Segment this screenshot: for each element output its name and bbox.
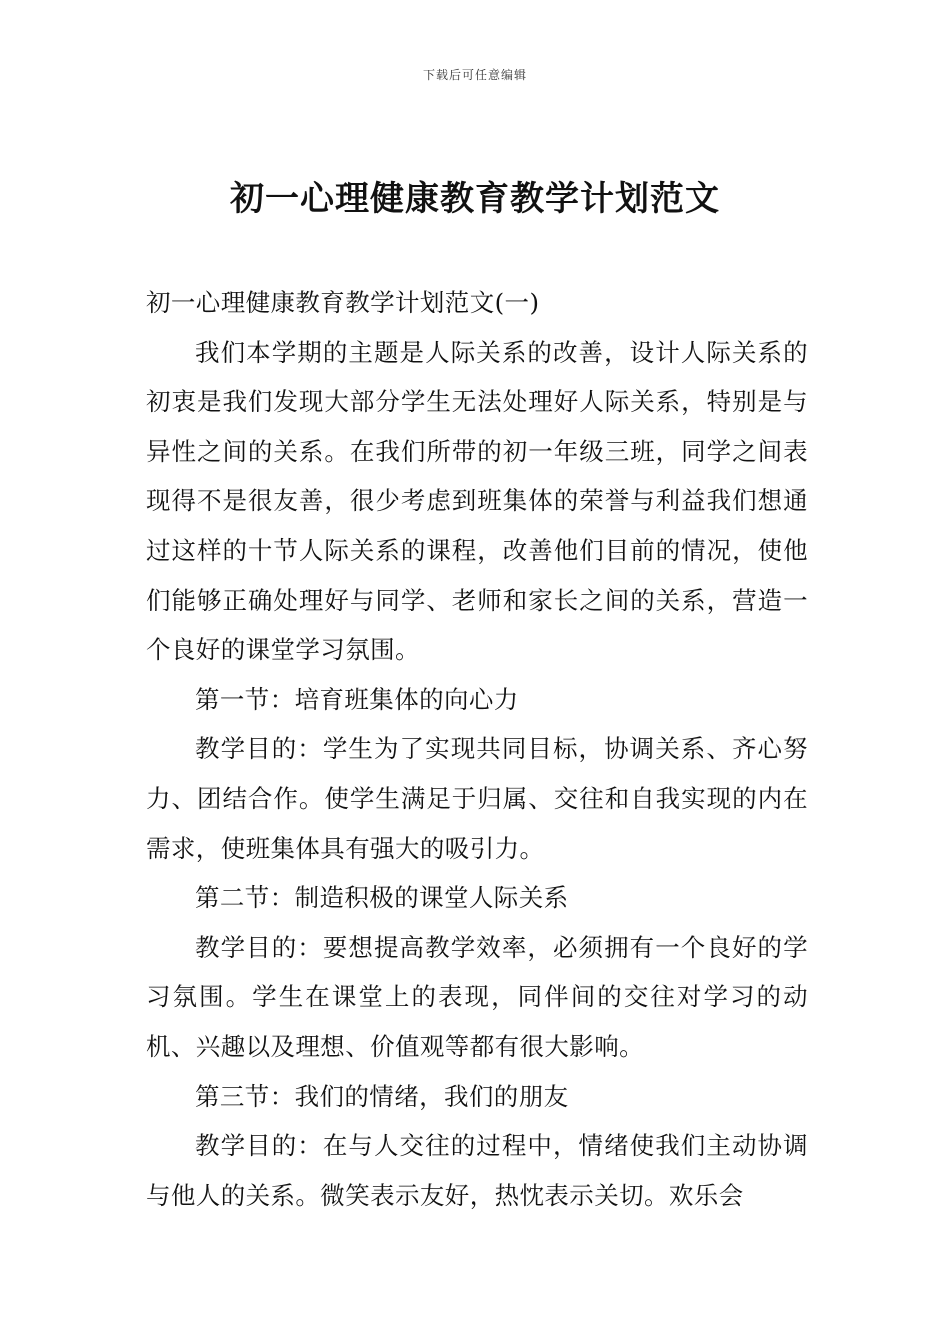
document-body: [146, 278, 808, 1220]
section-heading: 初一心理健康教育教学计划范文(一): [146, 288, 540, 317]
paragraph-intro: 我们本学期的主题是人际关系的改善，设计人际关系的初衷是我们发现大部分学生无法处理好人际关系，特别是与异性之间的关系。在我们所带的初一年级三班，同学之间表现得不是很友善，很少考虑到班集体的荣誉与利益我们想通过这样的十节人际关系的课程，改善他们目前的情况，使他们能够正确处理好与同学、老师和家长之间的关系，营造一个良好的课堂学习氛围。: [146, 337, 808, 665]
header-note: 下载后可任意编辑: [422, 68, 527, 82]
lesson-1-heading: 第一节：培育班集体的向心力: [195, 684, 519, 714]
lesson-1-objective: 教学目的：学生为了实现共同目标，协调关系、齐心努力、团结合作。使学生满足于归属、交往和自我实现的内在需求，使班集体具有强大的吸引力。: [146, 734, 808, 863]
lesson-2-heading: 第二节：制造积极的课堂人际关系: [195, 883, 569, 913]
document-title: 初一心理健康教育教学计划范文: [230, 179, 720, 219]
lesson-3-heading: 第三节：我们的情绪，我们的朋友: [195, 1081, 569, 1111]
lesson-3-objective: 教学目的：在与人交往的过程中，情绪使我们主动协调与他人的关系。微笑表示友好，热忱表示关切。欢乐会: [146, 1131, 808, 1210]
lesson-2-objective: 教学目的：要想提高教学效率，必须拥有一个良好的学习氛围。学生在课堂上的表现，同伴间的交往对学习的动机、兴趣以及理想、价值观等都有很大影响。: [146, 932, 808, 1061]
